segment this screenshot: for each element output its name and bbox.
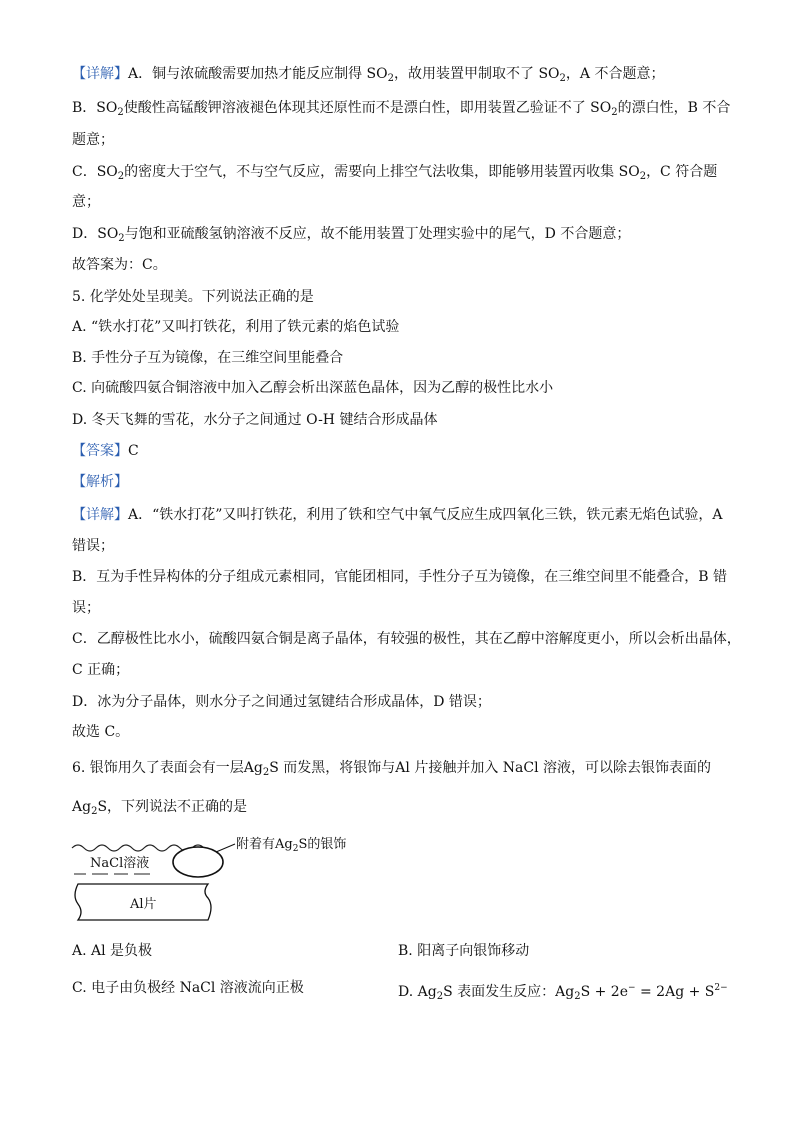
q6-stem-line2: $Ag_2S$，下列说法不正确的是 [72,799,248,817]
q5-detail-c-line1: C．乙醇极性比水小，硫酸四氨合铜是离子晶体，有较强的极性，其在乙醇中溶解度更小，所以会析出晶体， [72,631,741,647]
q5-detail-c-line2: C 正确； [72,662,130,678]
q5-detail-a-line1: 【详解】A．“铁水打花”又叫打铁花，利用了铁和空气中氧气反应生成四氧化三铁，铁元素无焰色试验，A [72,507,723,523]
q4-detail-d: D．$SO_2$与饱和亚硫酸氢钠溶液不反应，故不能用装置丁处理实验中的尾气，D 不合题意； [72,226,631,244]
q5-option-a: A. “铁水打花”又叫打铁花，利用了铁元素的焰色试验 [72,319,400,335]
q5-detail-b-line1: B．互为手性异构体的分子组成元素相同，官能团相同，手性分子互为镜像，在三维空间里不能叠合，B 错 [72,569,728,585]
q6-option-c: C. 电子由负极经 NaCl 溶液流向正极 [72,980,304,996]
q4-detail-a: 【详解】A．铜与浓硫酸需要加热才能反应制得 $SO_2$，故用装置甲制取不了 $SO_2$，A 不合题意； [72,66,665,84]
q4-answer: 故答案为：C。 [72,257,167,273]
callout-line [216,844,235,852]
q5-option-c: C. 向硫酸四氨合铜溶液中加入乙醇会析出深蓝色晶体，因为乙醇的极性比水小 [72,380,554,396]
q5-option-b: B. 手性分子互为镜像，在三维空间里能叠合 [72,350,344,366]
q5-option-d: D. 冬天飞舞的雪花，水分子之间通过 O-H 键结合形成晶体 [72,412,438,428]
q4-detail-c-line1: C．$SO_2$的密度大于空气，不与空气反应，需要向上排空气法收集，即能够用装置丙收集 $SO_2$，C 符合题 [72,164,718,182]
callout-label: 附着有$Ag_2S$的银饰 [236,837,347,854]
q6-option-a: A. Al 是负极 [72,943,153,959]
diagram-svg [70,830,370,930]
q4-detail-c-line2: 意； [72,194,100,210]
silver-ornament [173,847,223,877]
q5-detail-a-line2: 错误； [72,538,114,554]
q5-answer: 【答案】C [72,443,139,459]
q6-stem-line1: 6. 银饰用久了表面会有一层$Ag_2S$ 而发黑，将银饰与Al 片接触并加入 NaCl 溶液，可以除去银饰表面的 [72,760,712,778]
q5-stem: 5. 化学处处呈现美。下列说法正确的是 [72,289,314,305]
electrochemistry-diagram [70,830,370,934]
q6-option-d: D. $Ag_2S$ 表面发生反应：$Ag_2S + 2e^- = 2Ag + S^{2-}$ [398,983,728,1002]
nacl-label: NaCl溶液 [90,856,150,871]
q4-detail-b-line2: 题意； [72,132,114,148]
q5-conclusion: 故选 C。 [72,724,130,740]
q5-detail-d: D．冰为分子晶体，则水分子之间通过氢键结合形成晶体，D 错误； [72,694,491,710]
q5-analysis-tag: 【解析】 [72,474,128,490]
al-label: Al片 [130,897,157,912]
q4-detail-b-line1: B．$SO_2$使酸性高锰酸钾溶液褪色体现其还原性而不是漂白性，即用装置乙验证不了 $SO_2$的漂白性，B 不合 [72,100,731,118]
q6-option-b: B. 阳离子向银饰移动 [398,943,530,959]
q5-detail-b-line2: 误； [72,600,100,616]
